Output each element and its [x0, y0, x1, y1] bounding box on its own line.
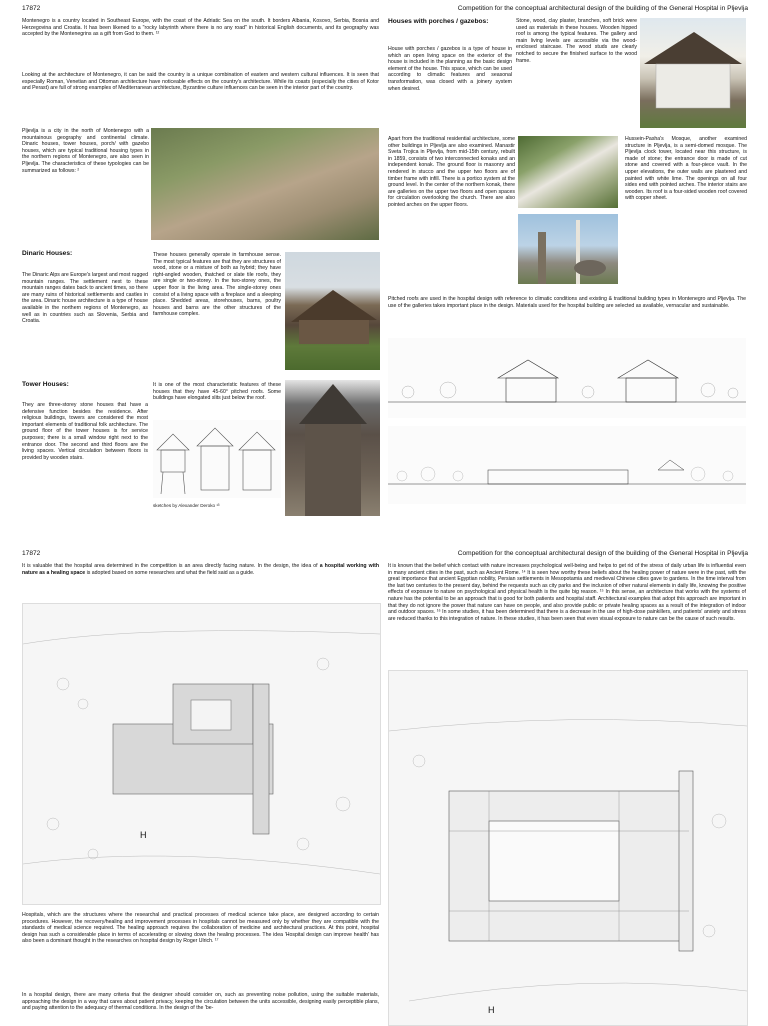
tower-house-photo	[285, 380, 380, 516]
site-plan-left-drawing	[23, 604, 380, 904]
page2-bottom-paragraph-1: Hospitals, which are the structures where the researchal and practical processes of medical science take place, are designed according to certain procedures. However, the recovery/healing and improvement processes in hospitals cannot be measured only by whether they are compatible with the standards of medical science required. The healing approach requires the collaboration of medicine and architectural practices. At this point, hospital design has such a considerable place in terms of accelerating or slowing down the healing processes. The idea 'Hospital design can improve health' has also been a dominant thought in the researches on hospital design by Roger Ulrich. ¹⁷	[22, 912, 379, 945]
mosque-paragraph: Hussein-Pasha's Mosque, another examined structure in Pljevlja, is a semi-domed mosque. The Pljevlja clock tower, located near this structure, is made of stone; the entrance door is made of cut stone and covered with a four-piece vault. In the upper elevations, the outer walls are plastered and painted with white lime. The openings on all four sides end with pointed arches. The interior stairs are wooden. Its roof is a four-sided wooden roof covered with copper sheet.	[625, 136, 747, 202]
tower-house-photo-shape	[285, 380, 380, 516]
tower-sketches-drawing	[153, 420, 281, 498]
page2-bottom-paragraph-2: In a hospital design, there are many criteria that the designer should consider on, such as preventing noise pollution, using the suitable materials, approaching the design in a way that cares about patient privacy, keeping the circulation between the units accessible, designing easily perceptible plans, and paying attention to the adequacy of thermal conditions. In the design of the 'be-	[22, 992, 379, 1012]
porch-house-photo	[640, 18, 746, 128]
porch-title: Houses with porches / gazebos:	[388, 18, 489, 25]
porch-paragraph-1: House with porches / gazebos is a type of house in which an open living space on the exterior of the house is included in the planning as the basic design element of the house. This space, which can be used according to climatic features and seasonal transformation, was closed with a joinery system when desired.	[388, 46, 512, 92]
pljevlja-town-photo	[151, 128, 379, 240]
mosque-photo	[518, 214, 618, 284]
pitched-roof-paragraph: Pitched roofs are used in the hospital design with reference to climatic conditions and existing & traditional building types in Montenegro and Pljevlja. The use of the galleries takes important place in the design. Materials used for the hospital building are selected as available, vernacular and sustainable.	[388, 296, 746, 309]
page2-header-left: 17872	[22, 550, 41, 557]
helipad-label-left: H	[140, 830, 147, 840]
intro-paragraph-1: Montenegro is a country located in Southeast Europe, with the coast of the Adriatic Sea on the south. It borders Albania, Kosovo, Serbia, Bosnia and Herzegovina and Croatia. It has been likened to a "rocky labyrinth where there is no any road" in historical English documents, and its geography was accepted by the Montenegrins as a gift from God to them. ¹²	[22, 18, 379, 38]
dinaric-title: Dinaric Houses:	[22, 250, 73, 257]
tower-paragraph-1: They are three-storey stone houses that have a defensive function besides the residence. After religious buildings, towers are considered the most important elements of traditional folk architecture. The ground floor of the tower houses is for service purposes; there is a small window right next to the entrance door. The second and third floors are the living spaces. Vertical circulation between floors is provided by wooden stairs.	[22, 402, 148, 461]
tower-sketches	[153, 420, 281, 498]
porch-house-photo-shape	[640, 18, 746, 128]
intro-paragraph-2: Looking at the architecture of Montenegro, it can be said the country is a unique combination of eastern and western cultural influences. It is seen that especially Roman, Venetian and Ottoman architecture have noticeable effects on the country's architecture. While its coasts (especially the cities of Kotor and Perast) are full of strong examples of Mediterranean architecture, Byzantine culture influences can be seen in the interior part of the country.	[22, 72, 379, 92]
page2-header-right: Competition for the conceptual architectural design of the building of the General Hospital in Pljevlja	[457, 550, 748, 557]
dinaric-paragraph-1: The Dinaric Alps are Europe's largest and most rugged mountain ranges. The settlement next to these mountain ranges dates back to ancient times, so there are many ruins of historical settlements and castles in the area. Dinaric house architecture is a type of house available in the northern regions of Montenegro, as well as in countries such as Slovenia, Serbia and Croatia.	[22, 272, 148, 325]
tower-paragraph-2: It is one of the most characteristic features of these houses that they have 45-60° pitched roofs. Some buildings have elongated slits just below the roof.	[153, 382, 281, 402]
dinaric-house-photo	[285, 252, 380, 370]
page1-header-left: 17872	[22, 5, 41, 12]
porch-paragraph-2: Stone, wood, clay plaster, branches, soft brick were used as materials in these houses. Wooden hipped roof is among the typical features. The gallery and main living levels are accessible via the wood-enclosed staircase. The wood studs are clearly notched to secure the finished surface to the wood frame.	[516, 18, 637, 64]
monastery-photo	[518, 136, 618, 208]
other-buildings-paragraph: Apart from the traditional residential architecture, some other buildings in Pljevlja are also examined. Manastir Sveta Trojica in Pljevlja, from mid-15th century, rebuilt in 1859, consists of two interconnected konaks and an independent konak. The ground floor is masonry and rendered in stucco and the upper two floors are of timber frame with infill. There is a portico system at the ground level. In the center of the northern konak, there are galleries on the upper two floors and open spaces for circulation overlooking the church. There are also pointed arches on the upper floors.	[388, 136, 515, 208]
sketch-caption: sketches by Alexander Deroko ¹³	[153, 503, 220, 508]
site-section-drawing-1	[388, 338, 746, 418]
dinaric-paragraph-2: These houses generally operate in farmhouse sense. The most typical features are that they are structures of wood, stone or a mixture of both as hybrid; they have right-angled wooden, thatched or slate tile roofs, they are single or two-storey. In the two-storey ones, the upper floor is the living area. The single-storey ones consist of a living space with a fireplace and a sleeping place. Shedded areas, storehouses, barns, poultry houses and barns are the other structures of the farmhouse complex.	[153, 252, 281, 318]
page2-intro-plain: It is valuable that the hospital area determined in the competition is an area directly facing nature. In the design, the idea of	[22, 563, 320, 569]
page2-right-paragraph: It is known that the belief which contact with nature increases psychological well-being and helps to get rid of the stress of daily urban life is influential even in many ancient cities in the past, such as Ancient Rome. ¹⁴ It is seen how worthy these beliefs about the healing power of nature were in the past, with the great importance that ancient Egyptian nobility, Persian settlements in Mesopotamia and medieval Chinese cities gave to gardens. In the time interval from the last two centuries to the present day, behind the requests such as city parks and the inclusion of other natural elements in daily life, knowing the positive effects of exposure to nature on psychological and physical health is the quite big reason. ¹⁵ In this sense, an architecture that works with the systems of nature has the potential to be an approach that is good for both patients and hospital staff. Architectural examples that adopt this approach are important in that they do not ignore the power that nature can have on people, and also provide public or private healing spaces as a result of the integration of indoor and outdoor spaces. ¹⁶ In some studies, it has been determined that there is a decrease in the use of high-dose painkillers, and patients' anxiety and stress are reduced thanks to this integration of nature. In these studies, it has been seen that even visual exposure to nature can be the cause of such results.	[388, 563, 746, 622]
dinaric-house-photo-shape	[285, 252, 380, 370]
floor-plan-right-drawing	[389, 671, 747, 1025]
site-section-drawing-2	[388, 426, 746, 504]
pljevlja-paragraph: Pljevlja is a city in the north of Montenegro with a mountainous geography and continental climate. Dinaric houses, tower houses, porch/ with gazebo houses, which are typical traditional housing types in the northern regions of Montenegro, are also seen in Pljevlja. The characteristics of these typologies can be summarized as follows: ²	[22, 128, 149, 174]
page2-intro-rest: is adopted based on some researches and what the field said as a guide.	[85, 569, 255, 576]
tower-title: Tower Houses:	[22, 381, 69, 388]
helipad-label-right: H	[488, 1005, 495, 1015]
site-plan-left	[22, 603, 381, 905]
page2-intro-paragraph	[22, 563, 379, 576]
floor-plan-right	[388, 670, 748, 1026]
page1-header-right: Competition for the conceptual architectural design of the building of the General Hospital in Pljevlja	[457, 5, 748, 12]
page2-intro-bold: a hospital working with nature as a healing space	[22, 563, 379, 576]
mosque-photo-shape	[518, 214, 618, 284]
site-section-drawing-2-lines	[388, 426, 746, 504]
site-section-drawing-1-lines	[388, 338, 746, 418]
